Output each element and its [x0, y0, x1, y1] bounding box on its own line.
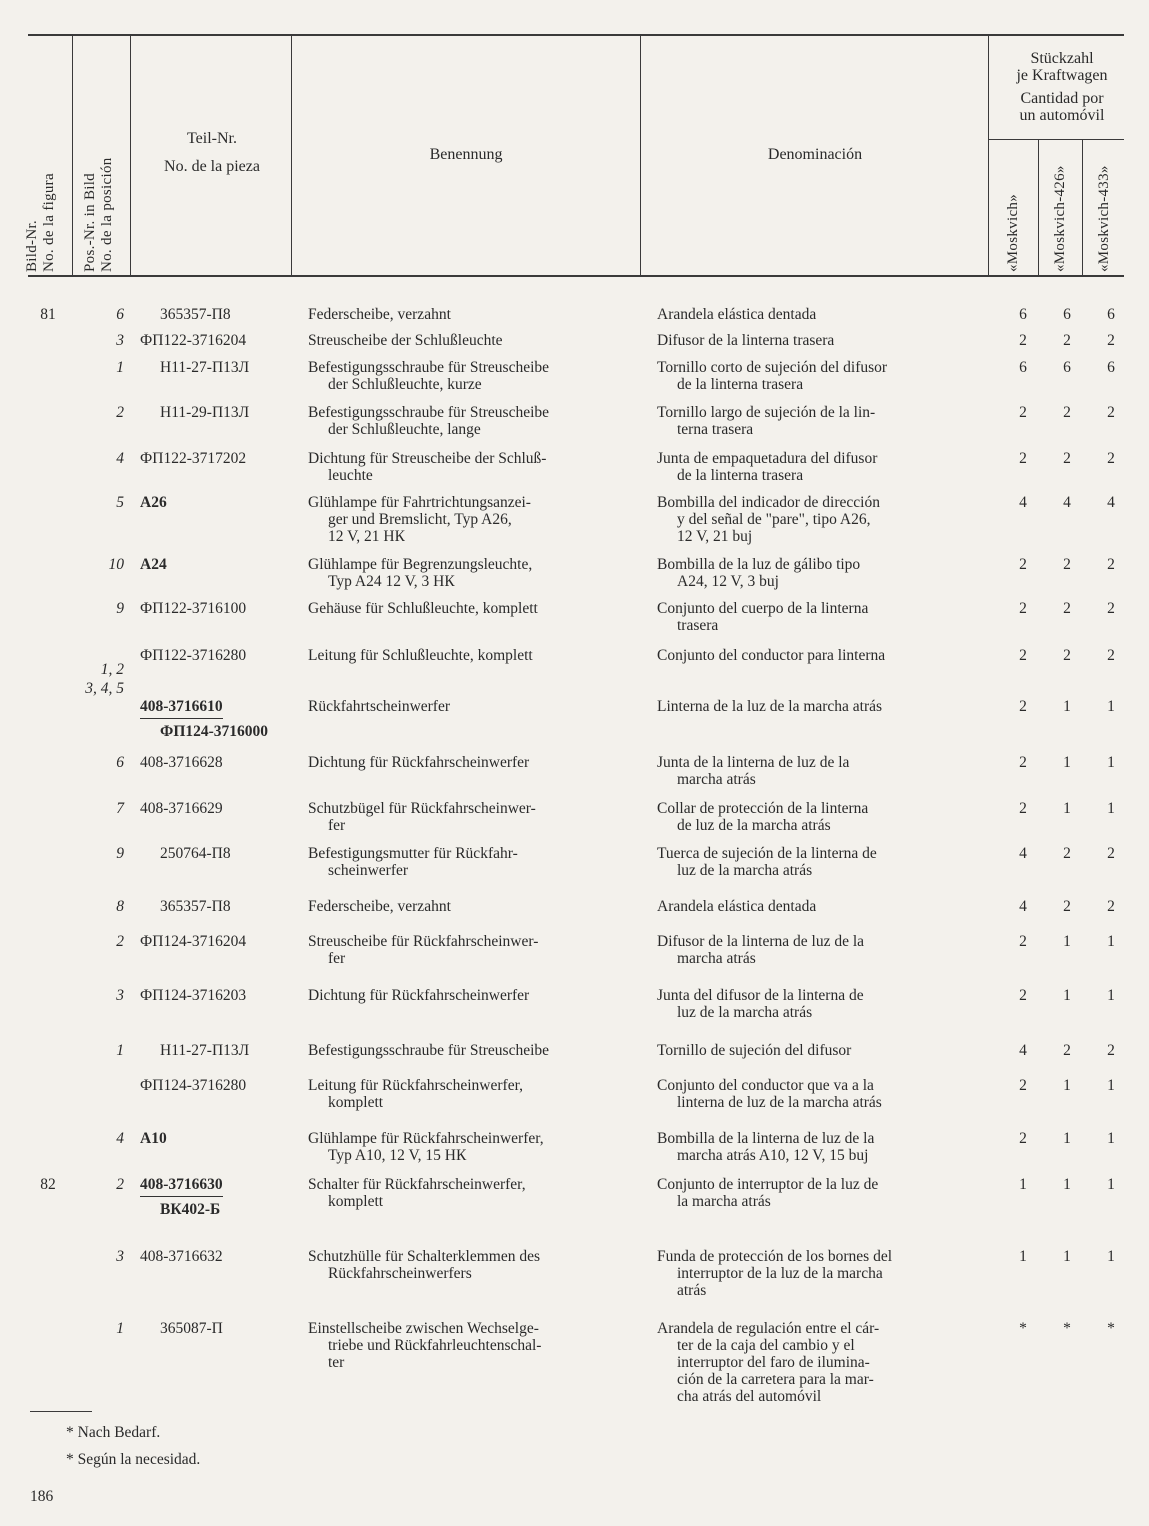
- header-model-moskvich: «Moskvich»: [1005, 194, 1021, 272]
- benennung-text: [308, 600, 628, 617]
- position-number: 4: [116, 450, 124, 467]
- part-number: [140, 556, 290, 573]
- denominacion-text-line: marcha atrás A10, 12 V, 15 buj: [677, 1147, 869, 1164]
- denominacion-text-line: luz de la marcha atrás: [677, 862, 813, 879]
- part-number-text: ФП122-3716100: [140, 600, 247, 617]
- quantity-moskvich-426: 1: [1063, 1248, 1071, 1265]
- part-number-text: ФП124-3716204: [140, 933, 247, 950]
- footnote-rule: [30, 1411, 92, 1412]
- denominacion-text-line: Funda de protección de los bornes del: [657, 1248, 893, 1265]
- part-number: [140, 332, 290, 349]
- column-divider: [1038, 140, 1039, 276]
- position-number: 1, 2 3, 4, 5: [85, 661, 124, 697]
- benennung-text: [308, 1130, 628, 1164]
- quantity-moskvich-433: 2: [1107, 647, 1115, 664]
- benennung-text-line: Federscheibe, verzahnt: [308, 898, 451, 915]
- quantity-moskvich: 4: [1019, 494, 1027, 511]
- denominacion-text: [657, 600, 972, 634]
- quantity-moskvich: 4: [1019, 1042, 1027, 1059]
- quantity-moskvich-426: 1: [1063, 1130, 1071, 1147]
- denominacion-text-line: ter de la caja del cambio y el: [677, 1337, 855, 1354]
- alt-part-number: ВК402-Б: [160, 1201, 221, 1218]
- header-model-moskvich-426: «Moskvich-426»: [1052, 165, 1068, 272]
- benennung-text-line: Schalter für Rückfahrscheinwerfer,: [308, 1176, 526, 1193]
- quantity-moskvich: 2: [1019, 1130, 1027, 1147]
- denominacion-text-line: Conjunto del cuerpo de la linterna: [657, 600, 869, 617]
- denominacion-text-line: marcha atrás: [677, 950, 756, 967]
- page-number: 186: [30, 1488, 54, 1505]
- quantity-moskvich-433: 1: [1107, 1130, 1115, 1147]
- part-number-text: 365357-П8: [160, 898, 231, 915]
- benennung-text-line: 12 V, 21 НК: [328, 528, 405, 545]
- position-number: 3: [116, 1248, 124, 1265]
- benennung-text-line: der Schlußleuchte, lange: [328, 421, 481, 438]
- position-number: 1: [116, 359, 124, 376]
- denominacion-text-line: Conjunto de interruptor de la luz de: [657, 1176, 879, 1193]
- denominacion-text-line: Arandela elástica dentada: [657, 898, 817, 915]
- part-number-text: ФП122-3716280: [140, 647, 247, 664]
- denominacion-text-line: Tornillo de sujeción del difusor: [657, 1042, 852, 1059]
- benennung-text-line: Gehäuse für Schlußleuchte, komplett: [308, 600, 538, 617]
- quantity-moskvich-433: 6: [1107, 359, 1115, 376]
- benennung-text-line: Typ A24 12 V, 3 НК: [328, 573, 455, 590]
- quantity-moskvich-426: 2: [1063, 332, 1071, 349]
- benennung-text-line: triebe und Rückfahrleuchtenschal-: [328, 1337, 542, 1354]
- denominacion-text-line: Linterna de la luz de la marcha atrás: [657, 698, 883, 715]
- denominacion-text: [657, 332, 972, 349]
- denominacion-text: [657, 845, 972, 879]
- quantity-moskvich-426: 2: [1063, 845, 1071, 862]
- denominacion-text-line: luz de la marcha atrás: [677, 1004, 813, 1021]
- benennung-text-line: Federscheibe, verzahnt: [308, 306, 451, 323]
- position-number: 7: [116, 800, 124, 817]
- denominacion-text-line: ción de la carretera para la mar-: [677, 1371, 874, 1388]
- benennung-text: [308, 898, 628, 915]
- denominacion-text-line: Junta de empaquetadura del difusor: [657, 450, 878, 467]
- part-number-text: 408-3716610: [140, 698, 223, 719]
- benennung-text: [308, 450, 628, 484]
- denominacion-text-line: y del señal de "pare", tipo A26,: [677, 511, 871, 528]
- position-number: 8: [116, 898, 124, 915]
- part-number: [140, 1248, 290, 1265]
- denominacion-text-line: Bombilla de la luz de gálibo tipo: [657, 556, 861, 573]
- benennung-text: [308, 359, 628, 393]
- part-number: [140, 647, 290, 664]
- benennung-text-line: Typ A10, 12 V, 15 НК: [328, 1147, 467, 1164]
- figure-number: 82: [40, 1176, 56, 1193]
- benennung-text: [308, 1077, 628, 1111]
- denominacion-text-line: Arandela de regulación entre el cár-: [657, 1320, 880, 1337]
- quantity-moskvich: 2: [1019, 1077, 1027, 1094]
- part-number: [160, 1042, 310, 1059]
- part-number-text: 365087-П: [160, 1320, 223, 1337]
- position-number: 4: [116, 1130, 124, 1147]
- denominacion-text-line: la marcha atrás: [677, 1193, 771, 1210]
- denominacion-text: [657, 987, 972, 1021]
- denominacion-text: [657, 1176, 972, 1210]
- position-number: 6: [116, 754, 124, 771]
- benennung-text-line: scheinwerfer: [328, 862, 409, 879]
- benennung-text-line: Schutzhülle für Schalterklemmen des: [308, 1248, 541, 1265]
- quantity-moskvich-426: 2: [1063, 1042, 1071, 1059]
- benennung-text-line: Schutzbügel für Rückfahrscheinwer-: [308, 800, 536, 817]
- benennung-text: [308, 494, 628, 545]
- quantity-moskvich-433: 2: [1107, 450, 1115, 467]
- part-number: [140, 600, 290, 617]
- quantity-moskvich: 2: [1019, 600, 1027, 617]
- quantity-moskvich-433: 1: [1107, 987, 1115, 1004]
- position-number: 9: [116, 600, 124, 617]
- quantity-moskvich-426: 1: [1063, 1176, 1071, 1193]
- denominacion-text: [657, 1077, 972, 1111]
- quantity-moskvich-426: 2: [1063, 556, 1071, 573]
- header-stueckzahl: Stückzahl je Kraftwagen Cantidad por un automóvil: [1016, 50, 1108, 124]
- denominacion-text: [657, 933, 972, 967]
- part-number-text: 408-3716628: [140, 754, 223, 771]
- denominacion-text-line: terna trasera: [677, 421, 754, 438]
- position-number: 2: [116, 933, 124, 950]
- quantity-moskvich-426: 1: [1063, 754, 1071, 771]
- denominacion-text-line: interruptor del faro de ilumina-: [677, 1354, 870, 1371]
- part-number-text: Н11-27-П13Л: [160, 359, 250, 376]
- denominacion-text: [657, 450, 972, 484]
- benennung-text-line: Leitung für Rückfahrscheinwerfer,: [308, 1077, 523, 1094]
- benennung-text: [308, 306, 628, 323]
- quantity-moskvich-426: 2: [1063, 404, 1071, 421]
- quantity-moskvich-433: 4: [1107, 494, 1115, 511]
- footnote-es: * Según la necesidad.: [66, 1451, 201, 1468]
- benennung-text-line: Einstellscheibe zwischen Wechselge-: [308, 1320, 539, 1337]
- benennung-text: [308, 845, 628, 879]
- quantity-moskvich: 4: [1019, 898, 1027, 915]
- benennung-text-line: fer: [328, 817, 346, 834]
- benennung-text-line: Glühlampe für Fahrtrichtungsanzei-: [308, 494, 531, 511]
- quantity-moskvich-433: 2: [1107, 845, 1115, 862]
- denominacion-text-line: Junta de la linterna de luz de la: [657, 754, 850, 771]
- benennung-text-line: Dichtung für Rückfahrscheinwerfer: [308, 987, 530, 1004]
- quantity-moskvich: 2: [1019, 754, 1027, 771]
- part-number-text: A26: [140, 494, 167, 511]
- quantity-moskvich-433: 1: [1107, 698, 1115, 715]
- quantity-moskvich: 2: [1019, 404, 1027, 421]
- part-number-text: A24: [140, 556, 167, 573]
- benennung-text-line: komplett: [328, 1094, 384, 1111]
- denominacion-text: [657, 754, 972, 788]
- quantity-moskvich-433: 1: [1107, 754, 1115, 771]
- quantity-moskvich-433: 2: [1107, 600, 1115, 617]
- quantity-moskvich: 1: [1019, 1248, 1027, 1265]
- part-number: [140, 933, 290, 950]
- quantity-moskvich-433: 1: [1107, 1248, 1115, 1265]
- quantity-moskvich: 6: [1019, 359, 1027, 376]
- denominacion-text-line: de luz de la marcha atrás: [677, 817, 831, 834]
- column-divider: [130, 36, 131, 276]
- part-number-text: ФП124-3716280: [140, 1077, 247, 1094]
- header-bild-nr: Bild-Nr. No. de la figura: [24, 173, 57, 272]
- part-number: [140, 1130, 290, 1147]
- benennung-text: [308, 1320, 628, 1371]
- header-denominacion: Denominación: [767, 146, 863, 163]
- part-number-text: 408-3716629: [140, 800, 223, 817]
- denominacion-text: [657, 306, 972, 323]
- benennung-text-line: Leitung für Schlußleuchte, komplett: [308, 647, 533, 664]
- header-bottom-rule: [28, 275, 1124, 277]
- benennung-text-line: ter: [328, 1354, 345, 1371]
- denominacion-text-line: Tornillo corto de sujeción del difusor: [657, 359, 888, 376]
- part-number: [160, 359, 310, 376]
- denominacion-text-line: Arandela elástica dentada: [657, 306, 817, 323]
- denominacion-text: [657, 800, 972, 834]
- denominacion-text: [657, 404, 972, 438]
- denominacion-text-line: Conjunto del conductor para linterna: [657, 647, 886, 664]
- quantity-moskvich: 2: [1019, 800, 1027, 817]
- quantity-moskvich-426: 2: [1063, 600, 1071, 617]
- denominacion-text-line: Tornillo largo de sujeción de la lin-: [657, 404, 876, 421]
- quantity-moskvich-426: 1: [1063, 1077, 1071, 1094]
- quantity-moskvich: 1: [1019, 1176, 1027, 1193]
- benennung-text-line: Streuscheibe der Schlußleuchte: [308, 332, 503, 349]
- quantity-moskvich-433: 1: [1107, 1176, 1115, 1193]
- part-number: [160, 404, 310, 421]
- benennung-text: [308, 556, 628, 590]
- position-number: 3: [116, 987, 124, 1004]
- part-number-text: 250764-П8: [160, 845, 231, 862]
- denominacion-text-line: de la linterna trasera: [677, 467, 804, 484]
- denominacion-text: [657, 556, 972, 590]
- benennung-text-line: Streuscheibe für Rückfahrscheinwer-: [308, 933, 539, 950]
- position-number: 3: [116, 332, 124, 349]
- benennung-text: [308, 404, 628, 438]
- footnote-de: * Nach Bedarf.: [66, 1424, 161, 1441]
- quantity-moskvich: 2: [1019, 933, 1027, 950]
- part-number: [140, 450, 290, 467]
- quantity-moskvich-426: 1: [1063, 933, 1071, 950]
- denominacion-text: [657, 1320, 972, 1405]
- quantity-moskvich-426: 2: [1063, 898, 1071, 915]
- benennung-text: [308, 1176, 628, 1210]
- quantity-moskvich-426: 4: [1063, 494, 1071, 511]
- quantity-moskvich-426: 1: [1063, 698, 1071, 715]
- denominacion-text: [657, 1130, 972, 1164]
- denominacion-text-line: 12 V, 21 buj: [677, 528, 753, 545]
- part-number: [160, 898, 310, 915]
- benennung-text-line: leuchte: [328, 467, 373, 484]
- column-divider: [72, 36, 73, 276]
- denominacion-text-line: Difusor de la linterna trasera: [657, 332, 835, 349]
- quantity-moskvich: 6: [1019, 306, 1027, 323]
- quantity-moskvich-433: 2: [1107, 556, 1115, 573]
- denominacion-text: [657, 698, 972, 715]
- benennung-text-line: Befestigungsmutter für Rückfahr-: [308, 845, 518, 862]
- denominacion-text-line: Conjunto del conductor que va a la: [657, 1077, 874, 1094]
- quantity-moskvich-433: 2: [1107, 332, 1115, 349]
- quantity-moskvich-433: 6: [1107, 306, 1115, 323]
- denominacion-text-line: cha atrás del automóvil: [677, 1388, 822, 1405]
- quantity-moskvich-433: 1: [1107, 933, 1115, 950]
- part-number: [160, 845, 310, 862]
- header-top-rule: [28, 34, 1124, 36]
- benennung-text-line: Glühlampe für Begrenzungsleuchte,: [308, 556, 533, 573]
- quantity-moskvich-426: 1: [1063, 987, 1071, 1004]
- alt-part-number: ФП124-3716000: [160, 723, 269, 740]
- position-number: 2: [116, 404, 124, 421]
- denominacion-text-line: Collar de protección de la linterna: [657, 800, 869, 817]
- part-number-text: ФП124-3716203: [140, 987, 247, 1004]
- benennung-text-line: Rückfahrtscheinwerfer: [308, 698, 451, 715]
- quantity-moskvich: 2: [1019, 698, 1027, 715]
- benennung-text-line: komplett: [328, 1193, 384, 1210]
- quantity-moskvich-426: 2: [1063, 647, 1071, 664]
- benennung-text-line: Dichtung für Streuscheibe der Schluß-: [308, 450, 547, 467]
- quantity-moskvich: 2: [1019, 987, 1027, 1004]
- denominacion-text-line: Bombilla del indicador de dirección: [657, 494, 880, 511]
- benennung-text-line: Rückfahrscheinwerfers: [328, 1265, 472, 1282]
- quantity-moskvich-433: 2: [1107, 404, 1115, 421]
- benennung-text-line: fer: [328, 950, 346, 967]
- benennung-text: [308, 987, 628, 1004]
- quantity-moskvich-433: *: [1107, 1320, 1115, 1337]
- denominacion-text-line: Junta del difusor de la linterna de: [657, 987, 864, 1004]
- header-teil-nr: Teil-Nr. No. de la pieza: [164, 130, 260, 175]
- position-number: 9: [116, 845, 124, 862]
- benennung-text: [308, 933, 628, 967]
- denominacion-text: [657, 647, 972, 664]
- quantity-moskvich-433: 2: [1107, 898, 1115, 915]
- quantity-moskvich-426: *: [1063, 1320, 1071, 1337]
- denominacion-text-line: de la linterna trasera: [677, 376, 804, 393]
- denominacion-text-line: linterna de luz de la marcha atrás: [677, 1094, 882, 1111]
- part-number-text: Н11-27-П13Л: [160, 1042, 250, 1059]
- stueckzahl-rule: [988, 139, 1124, 140]
- part-number: [140, 1176, 290, 1218]
- part-number: [140, 1077, 290, 1094]
- benennung-text-line: Befestigungsschraube für Streuscheibe: [308, 404, 550, 421]
- quantity-moskvich: 2: [1019, 332, 1027, 349]
- part-number: [160, 1320, 310, 1337]
- position-number: 1: [116, 1320, 124, 1337]
- part-number: [140, 754, 290, 771]
- denominacion-text-line: trasera: [677, 617, 719, 634]
- benennung-text-line: Glühlampe für Rückfahrscheinwerfer,: [308, 1130, 544, 1147]
- benennung-text: [308, 698, 628, 715]
- position-number: 6: [116, 306, 124, 323]
- denominacion-text-line: Difusor de la linterna de luz de la: [657, 933, 865, 950]
- position-number: 10: [108, 556, 124, 573]
- denominacion-text: [657, 1248, 972, 1299]
- denominacion-text-line: atrás: [677, 1282, 707, 1299]
- quantity-moskvich: 2: [1019, 556, 1027, 573]
- quantity-moskvich-426: 6: [1063, 306, 1071, 323]
- denominacion-text-line: marcha atrás: [677, 771, 756, 788]
- part-number-text: Н11-29-П13Л: [160, 404, 250, 421]
- column-divider: [1082, 140, 1083, 276]
- part-number-text: 365357-П8: [160, 306, 231, 323]
- header-benennung: Benennung: [429, 146, 503, 163]
- denominacion-text: [657, 359, 972, 393]
- quantity-moskvich: 2: [1019, 647, 1027, 664]
- benennung-text-line: ger und Bremslicht, Typ A26,: [328, 511, 512, 528]
- denominacion-text: [657, 1042, 972, 1059]
- denominacion-text-line: Tuerca de sujeción de la linterna de: [657, 845, 877, 862]
- quantity-moskvich: 4: [1019, 845, 1027, 862]
- part-number: [140, 800, 290, 817]
- quantity-moskvich: 2: [1019, 450, 1027, 467]
- quantity-moskvich-426: 2: [1063, 450, 1071, 467]
- quantity-moskvich-433: 1: [1107, 800, 1115, 817]
- benennung-text: [308, 1248, 628, 1282]
- benennung-text: [308, 647, 628, 664]
- header-model-moskvich-433: «Moskvich-433»: [1096, 165, 1112, 272]
- benennung-text: [308, 1042, 628, 1059]
- part-number-text: A10: [140, 1130, 167, 1147]
- part-number: [140, 698, 290, 740]
- figure-number: 81: [40, 306, 56, 323]
- quantity-moskvich: *: [1019, 1320, 1027, 1337]
- denominacion-text-line: A24, 12 V, 3 buj: [677, 573, 779, 590]
- part-number-text: 408-3716630: [140, 1176, 223, 1197]
- position-number: 2: [116, 1176, 124, 1193]
- part-number-text: ФП122-3717202: [140, 450, 247, 467]
- part-number-text: 408-3716632: [140, 1248, 223, 1265]
- benennung-text-line: der Schlußleuchte, kurze: [328, 376, 482, 393]
- quantity-moskvich-433: 2: [1107, 1042, 1115, 1059]
- denominacion-text-line: interruptor de la luz de la marcha: [677, 1265, 883, 1282]
- benennung-text-line: Dichtung für Rückfahrscheinwerfer: [308, 754, 530, 771]
- denominacion-text: [657, 898, 972, 915]
- quantity-moskvich-426: 1: [1063, 800, 1071, 817]
- position-number: 1: [116, 1042, 124, 1059]
- part-number: [140, 494, 290, 511]
- header-pos-nr: Pos.-Nr. in Bild No. de la posición: [82, 157, 115, 272]
- part-number-text: ФП122-3716204: [140, 332, 247, 349]
- denominacion-text-line: Bombilla de la linterna de luz de la: [657, 1130, 875, 1147]
- benennung-text: [308, 754, 628, 771]
- benennung-text-line: Befestigungsschraube für Streuscheibe: [308, 1042, 550, 1059]
- benennung-text: [308, 800, 628, 834]
- part-number: [140, 987, 290, 1004]
- benennung-text: [308, 332, 628, 349]
- part-number: [160, 306, 310, 323]
- denominacion-text: [657, 494, 972, 545]
- quantity-moskvich-426: 6: [1063, 359, 1071, 376]
- quantity-moskvich-433: 1: [1107, 1077, 1115, 1094]
- position-number: 5: [116, 494, 124, 511]
- benennung-text-line: Befestigungsschraube für Streuscheibe: [308, 359, 550, 376]
